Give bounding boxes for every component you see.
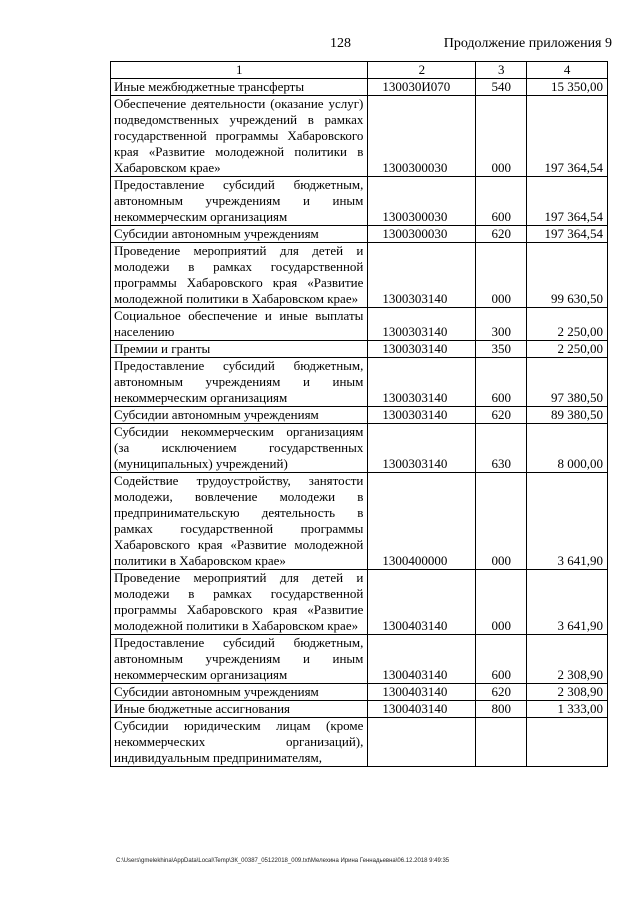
file-path-footer: C:\Users\gmelekhina\AppData\Local\Temp\ЗК_00387_05122018_009.txt\Мелехина Ирина Геннадьевна\06.12.2018 9:49:35: [116, 858, 450, 864]
row-code: 1300403140: [368, 684, 476, 701]
row-code: 1300303140: [368, 424, 476, 473]
row-amount: 99 630,50: [527, 243, 608, 308]
row-name: Обеспечение деятельности (оказание услуг) подведомственных учреждений в рамках государственной программы Хабаровского края «Развитие молодежной политики в Хабаровском крае»: [111, 96, 368, 177]
table-row: [111, 341, 608, 358]
table-row: [111, 635, 608, 684]
row-amount: 2 308,90: [527, 635, 608, 684]
row-type-code: 000: [476, 243, 527, 308]
table-row: [111, 570, 608, 635]
table-row: [111, 96, 608, 177]
row-amount: 1 333,00: [527, 701, 608, 718]
row-code: 1300300030: [368, 226, 476, 243]
column-header-4: 4: [527, 62, 608, 79]
row-code: 1300303140: [368, 358, 476, 407]
row-type-code: 350: [476, 341, 527, 358]
row-type-code: 600: [476, 358, 527, 407]
table-row: [111, 473, 608, 570]
row-code: 1300303140: [368, 407, 476, 424]
row-name: Предоставление субсидий бюджетным, автономным учреждениям и иным некоммерческим организациям: [111, 177, 368, 226]
continuation-title: Продолжение приложения 9: [443, 36, 612, 51]
row-type-code: 000: [476, 570, 527, 635]
row-amount: 2 250,00: [527, 308, 608, 341]
table-row: [111, 684, 608, 701]
row-amount: 89 380,50: [527, 407, 608, 424]
page-number: 128: [330, 36, 351, 51]
row-code: 1300400000: [368, 473, 476, 570]
row-name: Предоставление субсидий бюджетным, автономным учреждениям и иным некоммерческим организациям: [111, 358, 368, 407]
row-code: 1300403140: [368, 635, 476, 684]
row-type-code: [476, 718, 527, 767]
row-code: 1300303140: [368, 243, 476, 308]
row-amount: 197 364,54: [527, 96, 608, 177]
row-type-code: 000: [476, 473, 527, 570]
table-body: [111, 79, 608, 767]
row-name: Иные бюджетные ассигнования: [111, 701, 368, 718]
row-code: 1300300030: [368, 96, 476, 177]
row-type-code: 540: [476, 79, 527, 96]
row-type-code: 620: [476, 407, 527, 424]
table-row: [111, 243, 608, 308]
row-code: 1300303140: [368, 341, 476, 358]
row-type-code: 000: [476, 96, 527, 177]
row-type-code: 620: [476, 684, 527, 701]
row-name: Субсидии некоммерческим организациям (за исключением государственных (муниципальных) учреждений): [111, 424, 368, 473]
row-name: Субсидии автономным учреждениям: [111, 226, 368, 243]
row-type-code: 300: [476, 308, 527, 341]
row-code: 1300403140: [368, 570, 476, 635]
row-name: Иные межбюджетные трансферты: [111, 79, 368, 96]
row-amount: 2 308,90: [527, 684, 608, 701]
row-type-code: 620: [476, 226, 527, 243]
table-row: [111, 177, 608, 226]
row-name: Проведение мероприятий для детей и молодежи в рамках государственной программы Хабаровского края «Развитие молодежной политики в Хабаровском крае»: [111, 243, 368, 308]
row-type-code: 630: [476, 424, 527, 473]
row-code: 1300303140: [368, 308, 476, 341]
row-name: Субсидии автономным учреждениям: [111, 407, 368, 424]
row-code: [368, 718, 476, 767]
row-name: Предоставление субсидий бюджетным, автономным учреждениям и иным некоммерческим организациям: [111, 635, 368, 684]
table-row: [111, 701, 608, 718]
row-amount: 15 350,00: [527, 79, 608, 96]
budget-table: [110, 61, 608, 767]
row-name: Проведение мероприятий для детей и молодежи в рамках государственной программы Хабаровского края «Развитие молодежной политики в Хабаровском крае»: [111, 570, 368, 635]
row-code: 1300300030: [368, 177, 476, 226]
row-amount: [527, 718, 608, 767]
column-header-3: 3: [476, 62, 527, 79]
row-amount: 3 641,90: [527, 473, 608, 570]
table-row: [111, 226, 608, 243]
row-name: Субсидии автономным учреждениям: [111, 684, 368, 701]
row-type-code: 800: [476, 701, 527, 718]
row-amount: 2 250,00: [527, 341, 608, 358]
row-name: Премии и гранты: [111, 341, 368, 358]
row-amount: 8 000,00: [527, 424, 608, 473]
row-type-code: 600: [476, 635, 527, 684]
column-header-2: 2: [368, 62, 476, 79]
row-code: 130030И070: [368, 79, 476, 96]
table-row: [111, 308, 608, 341]
row-amount: 3 641,90: [527, 570, 608, 635]
row-amount: 197 364,54: [527, 177, 608, 226]
column-number-row: [111, 62, 608, 79]
table-row: [111, 424, 608, 473]
row-name: Содействие трудоустройству, занятости молодежи, вовлечение молодежи в предпринимательскую деятельность в рамках государственной программы Хабаровского края «Развитие молодежной политики в Хабаровском крае»: [111, 473, 368, 570]
table-row: [111, 407, 608, 424]
table-row: [111, 79, 608, 96]
table-row: [111, 718, 608, 767]
row-code: 1300403140: [368, 701, 476, 718]
row-name: Субсидии юридическим лицам (кроме некоммерческих организаций), индивидуальным предпринимателям,: [111, 718, 368, 767]
column-header-1: 1: [111, 62, 368, 79]
row-amount: 97 380,50: [527, 358, 608, 407]
row-name: Социальное обеспечение и иные выплаты населению: [111, 308, 368, 341]
table-row: [111, 358, 608, 407]
row-type-code: 600: [476, 177, 527, 226]
row-amount: 197 364,54: [527, 226, 608, 243]
